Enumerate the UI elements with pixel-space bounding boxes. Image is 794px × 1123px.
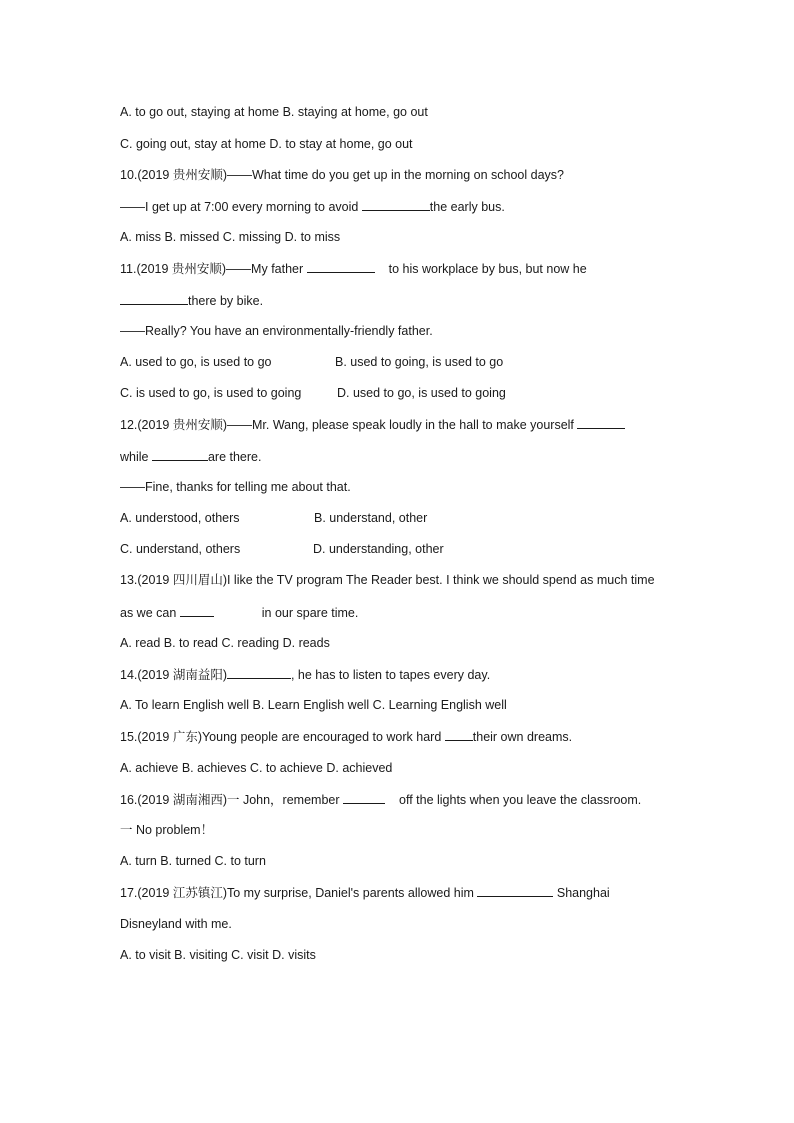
q10-reply-text-b: the early bus. (429, 200, 505, 214)
q11-stem-continued (120, 292, 263, 309)
q17-stem-text-a: 17.(2019 江苏镇江)To my surprise, Daniel's parents allowed him (120, 886, 478, 900)
q14-options: A. To learn English well B. Learn English well C. Learning English well (120, 698, 507, 712)
answer-blank (577, 416, 625, 429)
q14-stem (120, 666, 490, 683)
q12-stem-text-a: 12.(2019 贵州安顺)——Mr. Wang, please speak loudly in the hall to make yourself (120, 418, 578, 432)
q13-stem-continued (120, 604, 358, 621)
q11-option-c: C. is used to go, is used to going (120, 386, 302, 400)
q15-options: A. achieve B. achieves C. to achieve D. achieved (120, 761, 393, 775)
q17-stem (120, 884, 610, 901)
answer-blank (362, 198, 430, 211)
q12-option-b: B. understand, other (314, 511, 428, 525)
q16-reply: 一 No problem！ (120, 823, 214, 837)
answer-blank (180, 604, 214, 617)
q12-stem (120, 416, 625, 433)
q10-options: A. miss B. missed C. missing D. to miss (120, 230, 341, 244)
q15-stem (120, 728, 572, 745)
q13-stem-text-c: in our spare time. (261, 606, 359, 620)
q16-stem-text-a: 16.(2019 湖南湘西)一 John，remember (120, 793, 343, 807)
q11-stem-text-c: there by bike. (188, 294, 264, 308)
q11-stem (120, 260, 587, 277)
q11-reply: ——Really? You have an environmentally-friendly father. (120, 324, 433, 338)
answer-blank (477, 884, 553, 897)
q12-option-d: D. understanding, other (313, 542, 444, 556)
q17-stem-text-b: Shanghai (553, 886, 610, 900)
q16-stem (120, 791, 641, 808)
q11-stem-text-b: to his workplace by bus, but now he (388, 262, 587, 276)
answer-blank (343, 791, 385, 804)
q11-option-b: B. used to going, is used to go (335, 355, 504, 369)
q12-option-c: C. understand, others (120, 542, 241, 556)
q12-stem-continued (120, 448, 261, 465)
q17-stem-continued: Disneyland with me. (120, 917, 232, 931)
q14-stem-text-b: , he has to listen to tapes every day. (290, 668, 491, 682)
answer-blank (120, 292, 188, 305)
answer-blank (227, 666, 291, 679)
q16-stem-text-b: off the lights when you leave the classroom. (399, 793, 642, 807)
q12-option-a: A. understood, others (120, 511, 240, 525)
q13-stem: 13.(2019 四川眉山)I like the TV program The Reader best. I think we should spend as much time (120, 573, 655, 587)
q12-stem-text-b: while (120, 450, 152, 464)
q15-stem-text-b: their own dreams. (472, 730, 573, 744)
q11-option-a: A. used to go, is used to go (120, 355, 272, 369)
q15-stem-text-a: 15.(2019 广东)Young people are encouraged to work hard (120, 730, 445, 744)
q9-options-line-1: A. to go out, staying at home B. staying at home, go out (120, 105, 428, 119)
answer-blank (152, 448, 208, 461)
answer-blank (307, 260, 375, 273)
q14-stem-text-a: 14.(2019 湖南益阳) (120, 668, 227, 682)
q11-option-d: D. used to go, is used to going (337, 386, 506, 400)
q12-stem-text-c: are there. (207, 450, 262, 464)
q13-stem-text-b: as we can (120, 606, 180, 620)
q11-stem-text-a: 11.(2019 贵州安顺)——My father (120, 262, 307, 276)
q16-options: A. turn B. turned C. to turn (120, 854, 266, 868)
q17-options: A. to visit B. visiting C. visit D. visits (120, 948, 316, 962)
q9-options-line-2: C. going out, stay at home D. to stay at home, go out (120, 137, 413, 151)
q12-reply: ——Fine, thanks for telling me about that. (120, 480, 351, 494)
q10-reply (120, 198, 505, 215)
answer-blank (445, 728, 473, 741)
q13-options: A. read B. to read C. reading D. reads (120, 636, 330, 650)
q10-stem: 10.(2019 贵州安顺)——What time do you get up in the morning on school days? (120, 168, 564, 182)
q10-reply-text-a: ——I get up at 7:00 every morning to avoid (120, 200, 362, 214)
